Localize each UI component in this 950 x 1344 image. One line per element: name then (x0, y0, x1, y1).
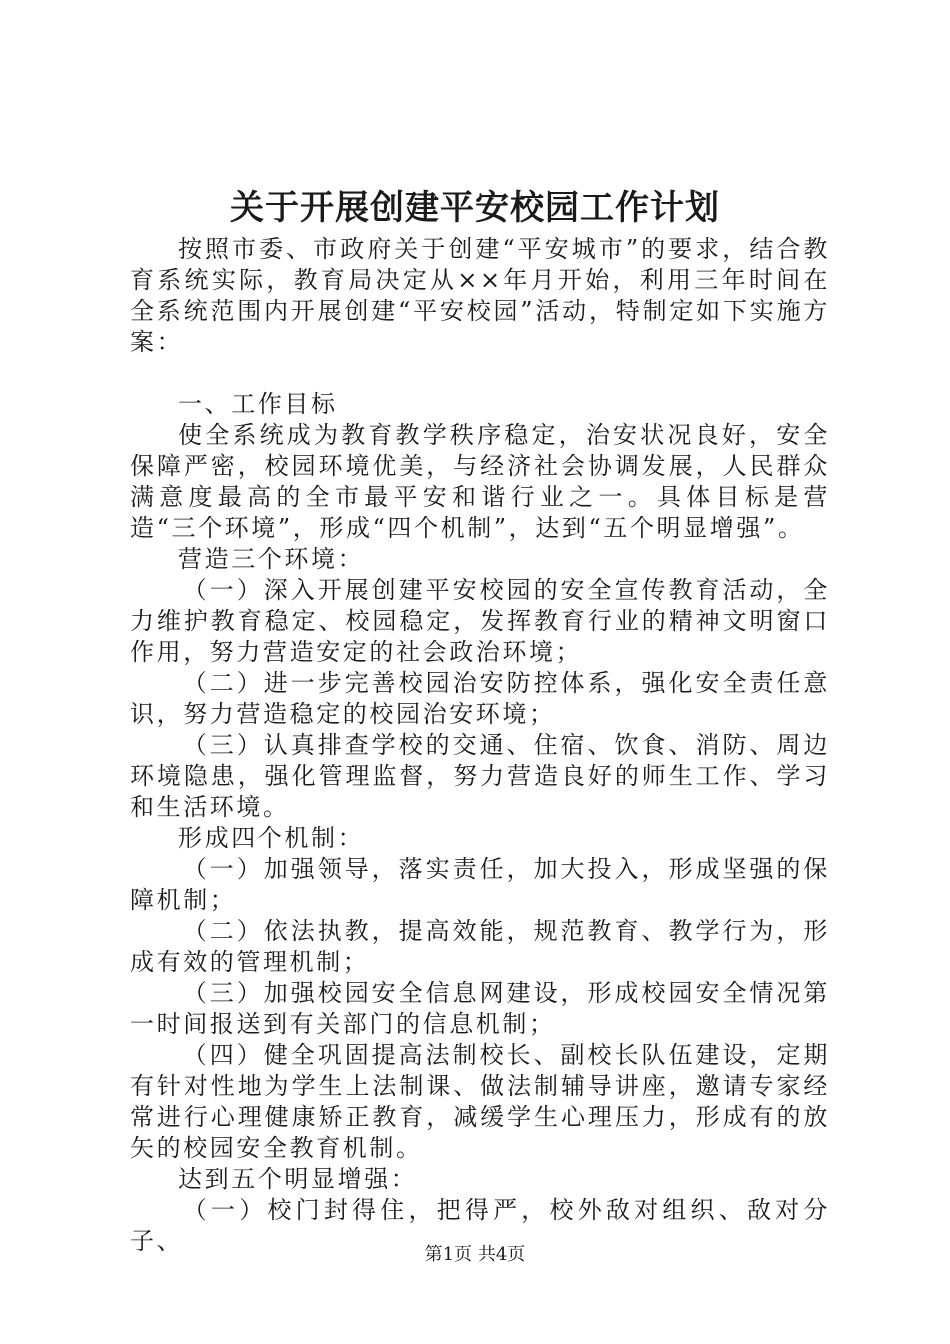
paragraph-spacer (130, 358, 830, 389)
document-body (130, 234, 830, 1257)
page-footer: 第1页 共4页 (424, 1244, 526, 1265)
list-item: （一）加强领导，落实责任，加大投入，形成坚强的保障机制； (130, 855, 830, 914)
list-item: （一）深入开展创建平安校园的安全宣传教育活动，全力维护教育稳定、校园稳定，发挥教育行业的精神文明窗口作用，努力营造安定的社会政治环境； (130, 576, 830, 666)
section-heading: 一、工作目标 (178, 390, 338, 418)
document-title: 关于开展创建平安校园工作计划 (230, 188, 720, 228)
subheading-mechanisms: 形成四个机制： (178, 824, 365, 852)
subheading-environments: 营造三个环境： (178, 545, 365, 573)
list-item: （四）健全巩固提高法制校长、副校长队伍建设，定期有针对性地为学生上法制课、做法制辅导讲座，邀请专家经常进行心理健康矫正教育，减缓学生心理压力，形成有的放矢的校园安全教育机制。 (130, 1041, 830, 1162)
paragraph-goal: 使全系统成为教育教学秩序稳定，治安状况良好，安全保障严密，校园环境优美，与经济社会协调发展，人民群众满意度最高的全市最平安和谐行业之一。具体目标是营造“三个环境”，形成“四个机制”，达到“五个明显增强”。 (130, 421, 830, 542)
list-item: （二）进一步完善校园治安防控体系，强化安全责任意识，努力营造稳定的校园治安环境； (130, 669, 830, 728)
list-item: （三）认真排查学校的交通、住宿、饮食、消防、周边环境隐患，强化管理监督，努力营造良好的师生工作、学习和生活环境。 (130, 731, 830, 821)
subheading-enhancements: 达到五个明显增强： (178, 1165, 418, 1193)
list-item: （一）校门封得住，把得严，校外敌对组织、敌对分子、 (130, 1196, 830, 1255)
list-item: （二）依法执教，提高效能，规范教育、教学行为，形成有效的管理机制； (130, 917, 830, 976)
list-item: （三）加强校园安全信息网建设，形成校园安全情况第一时间报送到有关部门的信息机制； (130, 979, 830, 1038)
paragraph-intro: 按照市委、市政府关于创建“平安城市”的要求，结合教育系统实际，教育局决定从××年月开始，利用三年时间在全系统范围内开展创建“平安校园”活动，特制定如下实施方案： (130, 235, 830, 356)
